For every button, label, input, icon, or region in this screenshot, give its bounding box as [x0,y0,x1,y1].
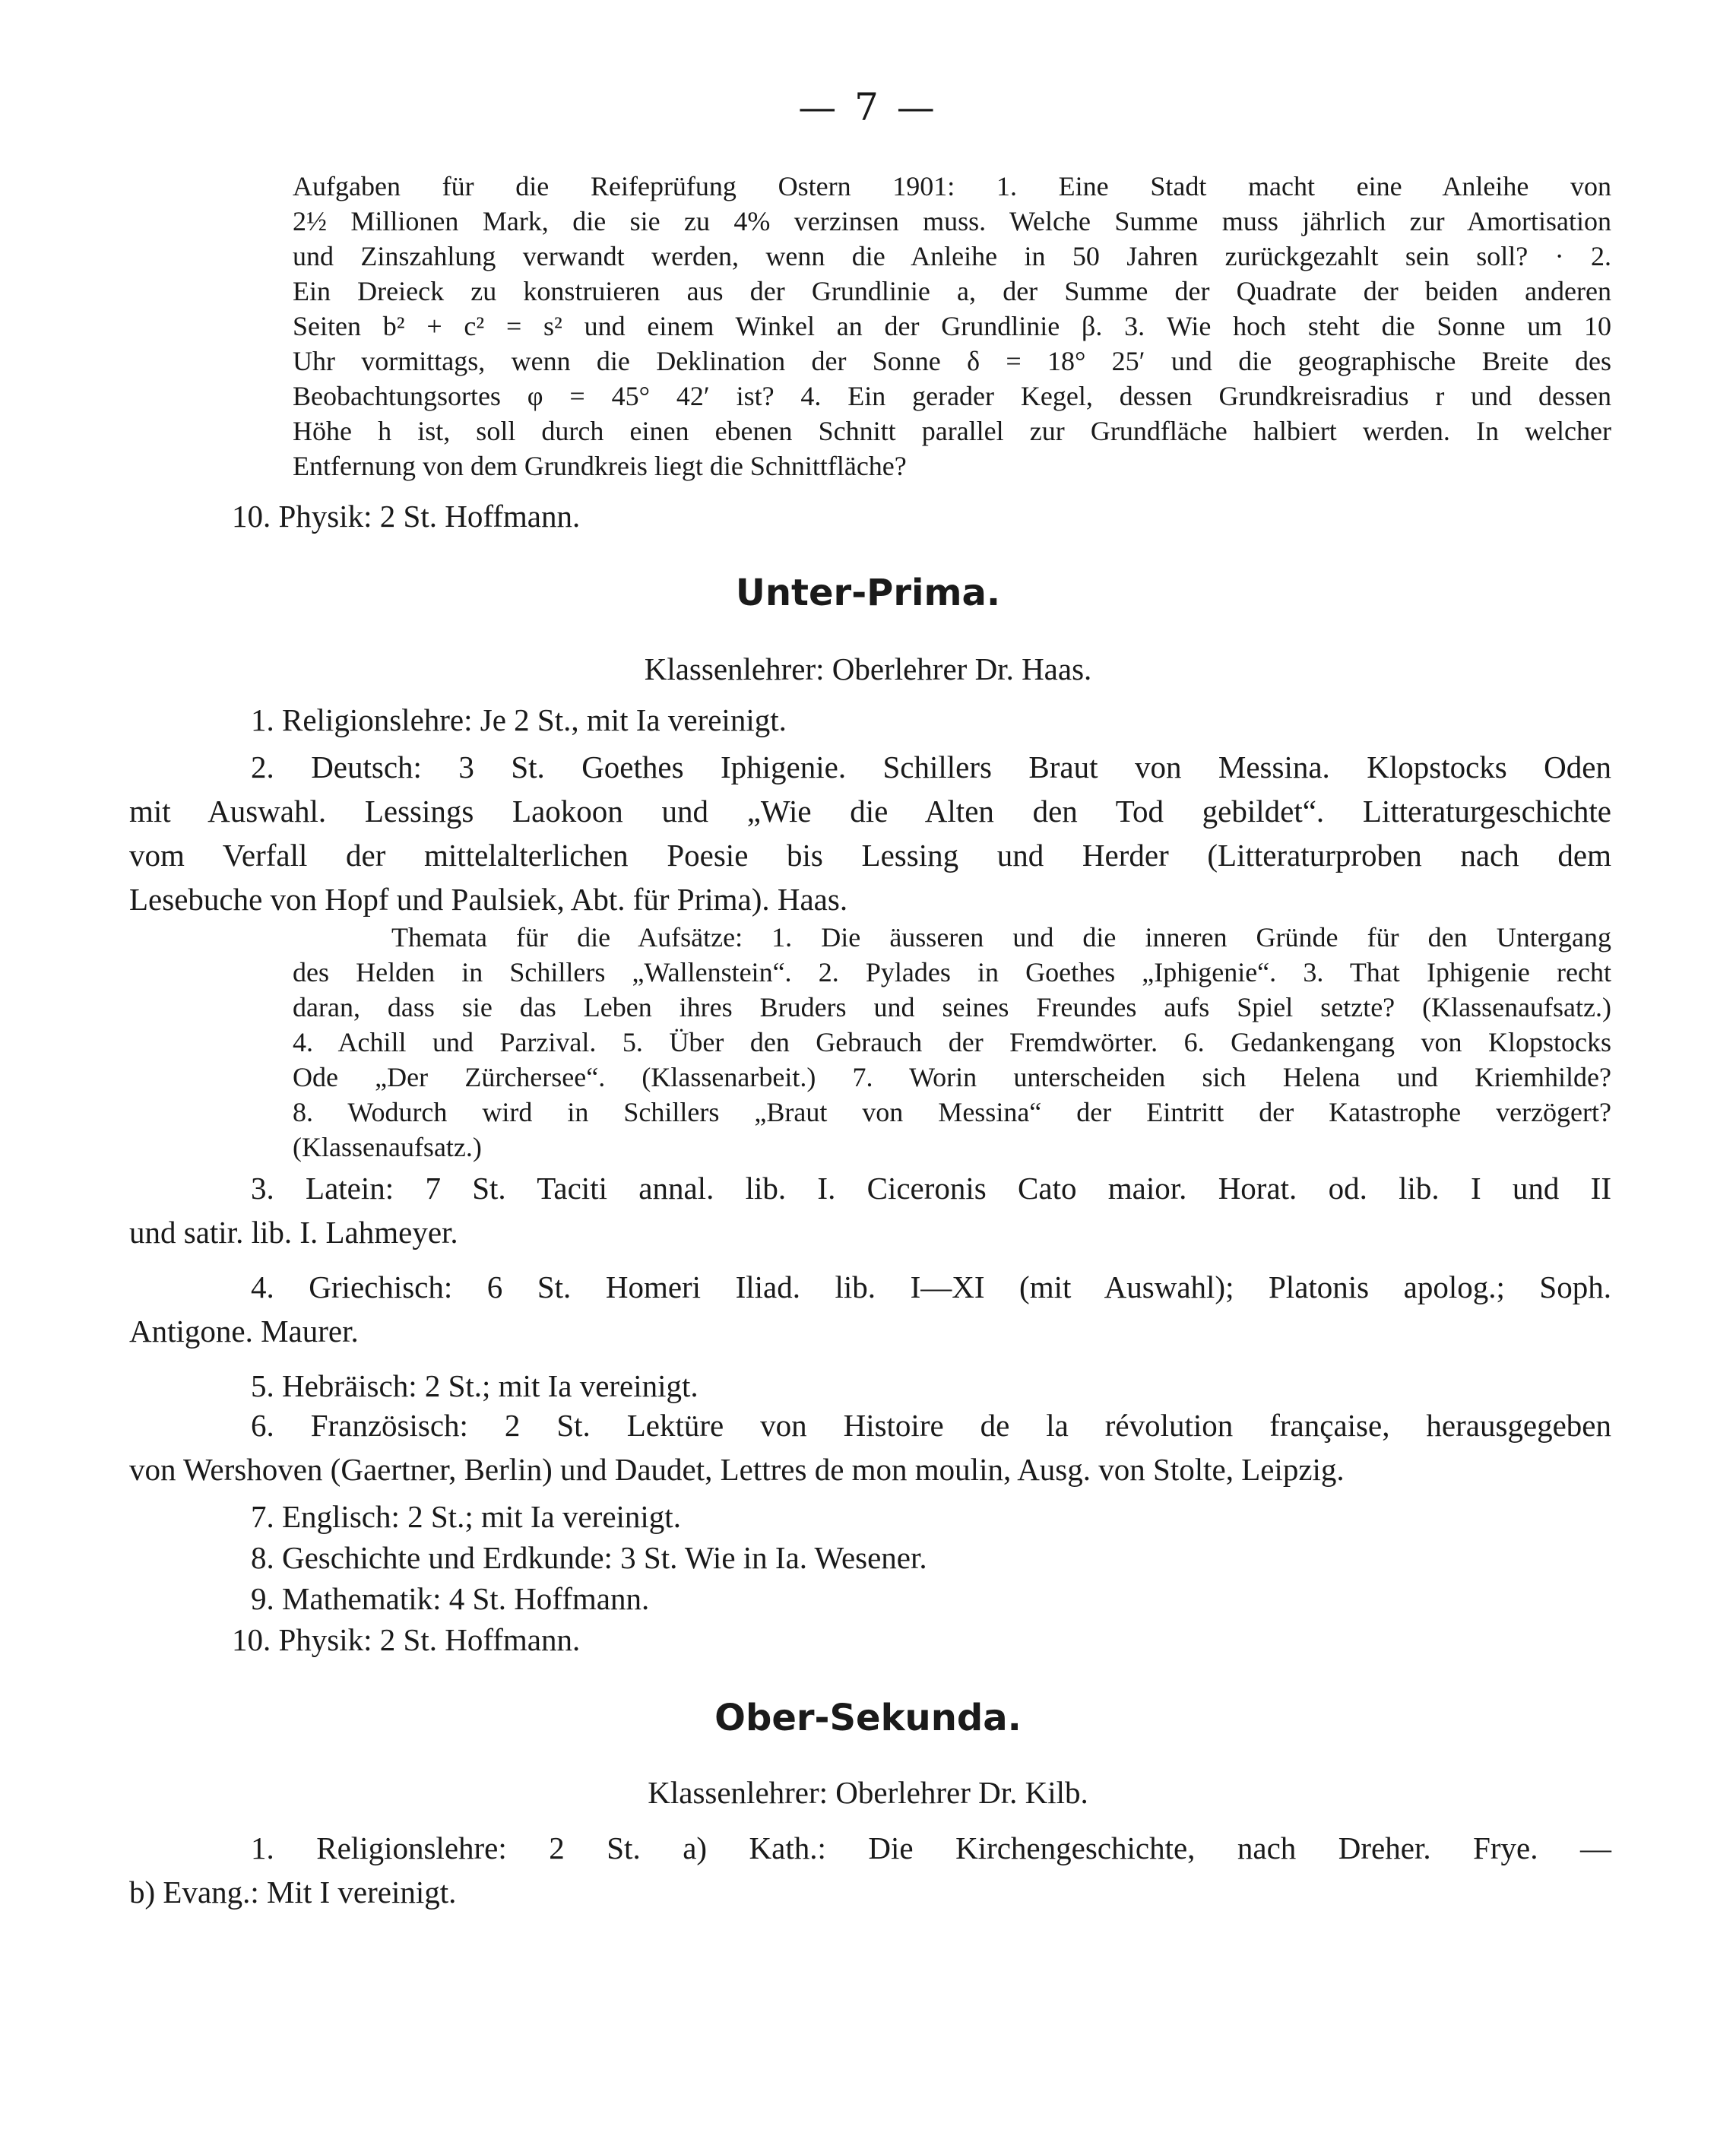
subject-item: 1. Religionslehre: Je 2 St., mit Ia vereinigt. [251,702,787,737]
physik-line: 10. Physik: 2 St. Hoffmann. [232,499,581,534]
latein-block [129,1166,1611,1254]
text-line: 8. Wodurch wird in Schillers „Braut von Messina“ der Eintritt der Katastrophe verzögert? [293,1097,1611,1127]
subject-item: 10. Physik: 2 St. Hoffmann. [232,1622,581,1657]
text-line: (Klassenaufsatz.) [293,1132,482,1162]
text-line: Beobachtungsortes φ = 45° 42′ ist? 4. Ein gerader Kegel, dessen Grundkreisradius r und dessen [293,381,1611,411]
text-line: 2½ Millionen Mark, die sie zu 4% verzinsen muss. Welche Summe muss jährlich zur Amortisation [293,206,1611,236]
text-line: Antigone. Maurer. [129,1314,359,1349]
text-line: Ein Dreieck zu konstruieren aus der Grundlinie a, der Summe der Quadrate der beiden anderen [293,276,1611,306]
text-line: Ode „Der Zürchersee“. (Klassenarbeit.) 7. Worin unterscheiden sich Helena und Kriemhilde? [293,1062,1611,1092]
page-number: — 7 — [798,85,938,129]
subject-item: 5. Hebräisch: 2 St.; mit Ia vereinigt. [251,1368,699,1403]
klassenlehrer-unterprima: Klassenlehrer: Oberlehrer Dr. Haas. [644,651,1092,686]
text-line: und Zinszahlung verwandt werden, wenn die Anleihe in 50 Jahren zurückgezahlt sein soll? · 2. [293,241,1611,271]
text-line: Aufgaben für die Reifeprüfung Ostern 1901: 1. Eine Stadt macht eine Anleihe von [293,171,1611,201]
section-title-obersekunda: Ober-Sekunda. [714,1697,1022,1739]
text-line: vom Verfall der mittelalterlichen Poesie bis Lessing und Herder (Litteraturproben nach dem [129,838,1611,873]
text-line: Seiten b² + c² = s² und einem Winkel an der Grundlinie β. 3. Wie hoch steht die Sonne um 10 [293,311,1611,341]
text-line: und satir. lib. I. Lahmeyer. [129,1215,458,1250]
text-line: 6. Französisch: 2 St. Lektüre von Histoire de la révolution française, herausgegeben [251,1408,1611,1443]
subject-item: 9. Mathematik: 4 St. Hoffmann. [251,1581,650,1616]
text-line: mit Auswahl. Lessings Laokoon und „Wie die Alten den Tod gebildet“. Litteraturgeschichte [129,794,1611,829]
text-line: Lesebuche von Hopf und Paulsiek, Abt. für Prima). Haas. [129,882,848,917]
text-line: 1. Religionslehre: 2 St. a) Kath.: Die Kirchengeschichte, nach Dreher. Frye. — [251,1830,1611,1865]
text-line: von Wershoven (Gaertner, Berlin) und Daudet, Lettres de mon moulin, Ausg. von Stolte, Leipzig. [129,1452,1345,1487]
text-line: 3. Latein: 7 St. Taciti annal. lib. I. Ciceronis Cato maior. Horat. od. lib. I und II [251,1171,1611,1206]
section-title-unterprima: Unter-Prima. [735,572,1001,614]
subject-item: 8. Geschichte und Erdkunde: 3 St. Wie in Ia. Wesener. [251,1540,927,1575]
text-line: 4. Griechisch: 6 St. Homeri Iliad. lib. I—XI (mit Auswahl); Platonis apolog.; Soph. [251,1269,1611,1304]
text-line: Uhr vormittags, wenn die Deklination der Sonne δ = 18° 25′ und die geographische Breite des [293,346,1611,376]
griechisch-block [129,1265,1611,1353]
text-line: Höhe h ist, soll durch einen ebenen Schnitt parallel zur Grundfläche halbiert werden. In welcher [293,416,1611,446]
themata-block [293,920,1611,1165]
text-line: daran, dass sie das Leben ihres Bruders und seines Freundes aufs Spiel setzte? (Klassenaufsatz.) [293,992,1611,1022]
text-line: Themata für die Aufsätze: 1. Die äusseren und die inneren Gründe für den Untergang [391,922,1611,952]
deutsch-block [129,745,1611,921]
religion-obersekunda-block [129,1826,1611,1914]
subject-item: 7. Englisch: 2 St.; mit Ia vereinigt. [251,1499,681,1534]
exam-tasks-block [293,169,1611,483]
franzoesisch-block [129,1403,1611,1491]
klassenlehrer-obersekunda: Klassenlehrer: Oberlehrer Dr. Kilb. [648,1775,1088,1810]
text-line: b) Evang.: Mit I vereinigt. [129,1875,457,1910]
text-line: 2. Deutsch: 3 St. Goethes Iphigenie. Schillers Braut von Messina. Klopstocks Oden [251,750,1611,784]
text-line: des Helden in Schillers „Wallenstein“. 2. Pylades in Goethes „Iphigenie“. 3. That Iphigenie recht [293,957,1611,987]
text-line: 4. Achill und Parzival. 5. Über den Gebrauch der Fremdwörter. 6. Gedankengang von Klopstocks [293,1027,1611,1057]
text-line: Entfernung von dem Grundkreis liegt die Schnittfläche? [293,451,907,481]
